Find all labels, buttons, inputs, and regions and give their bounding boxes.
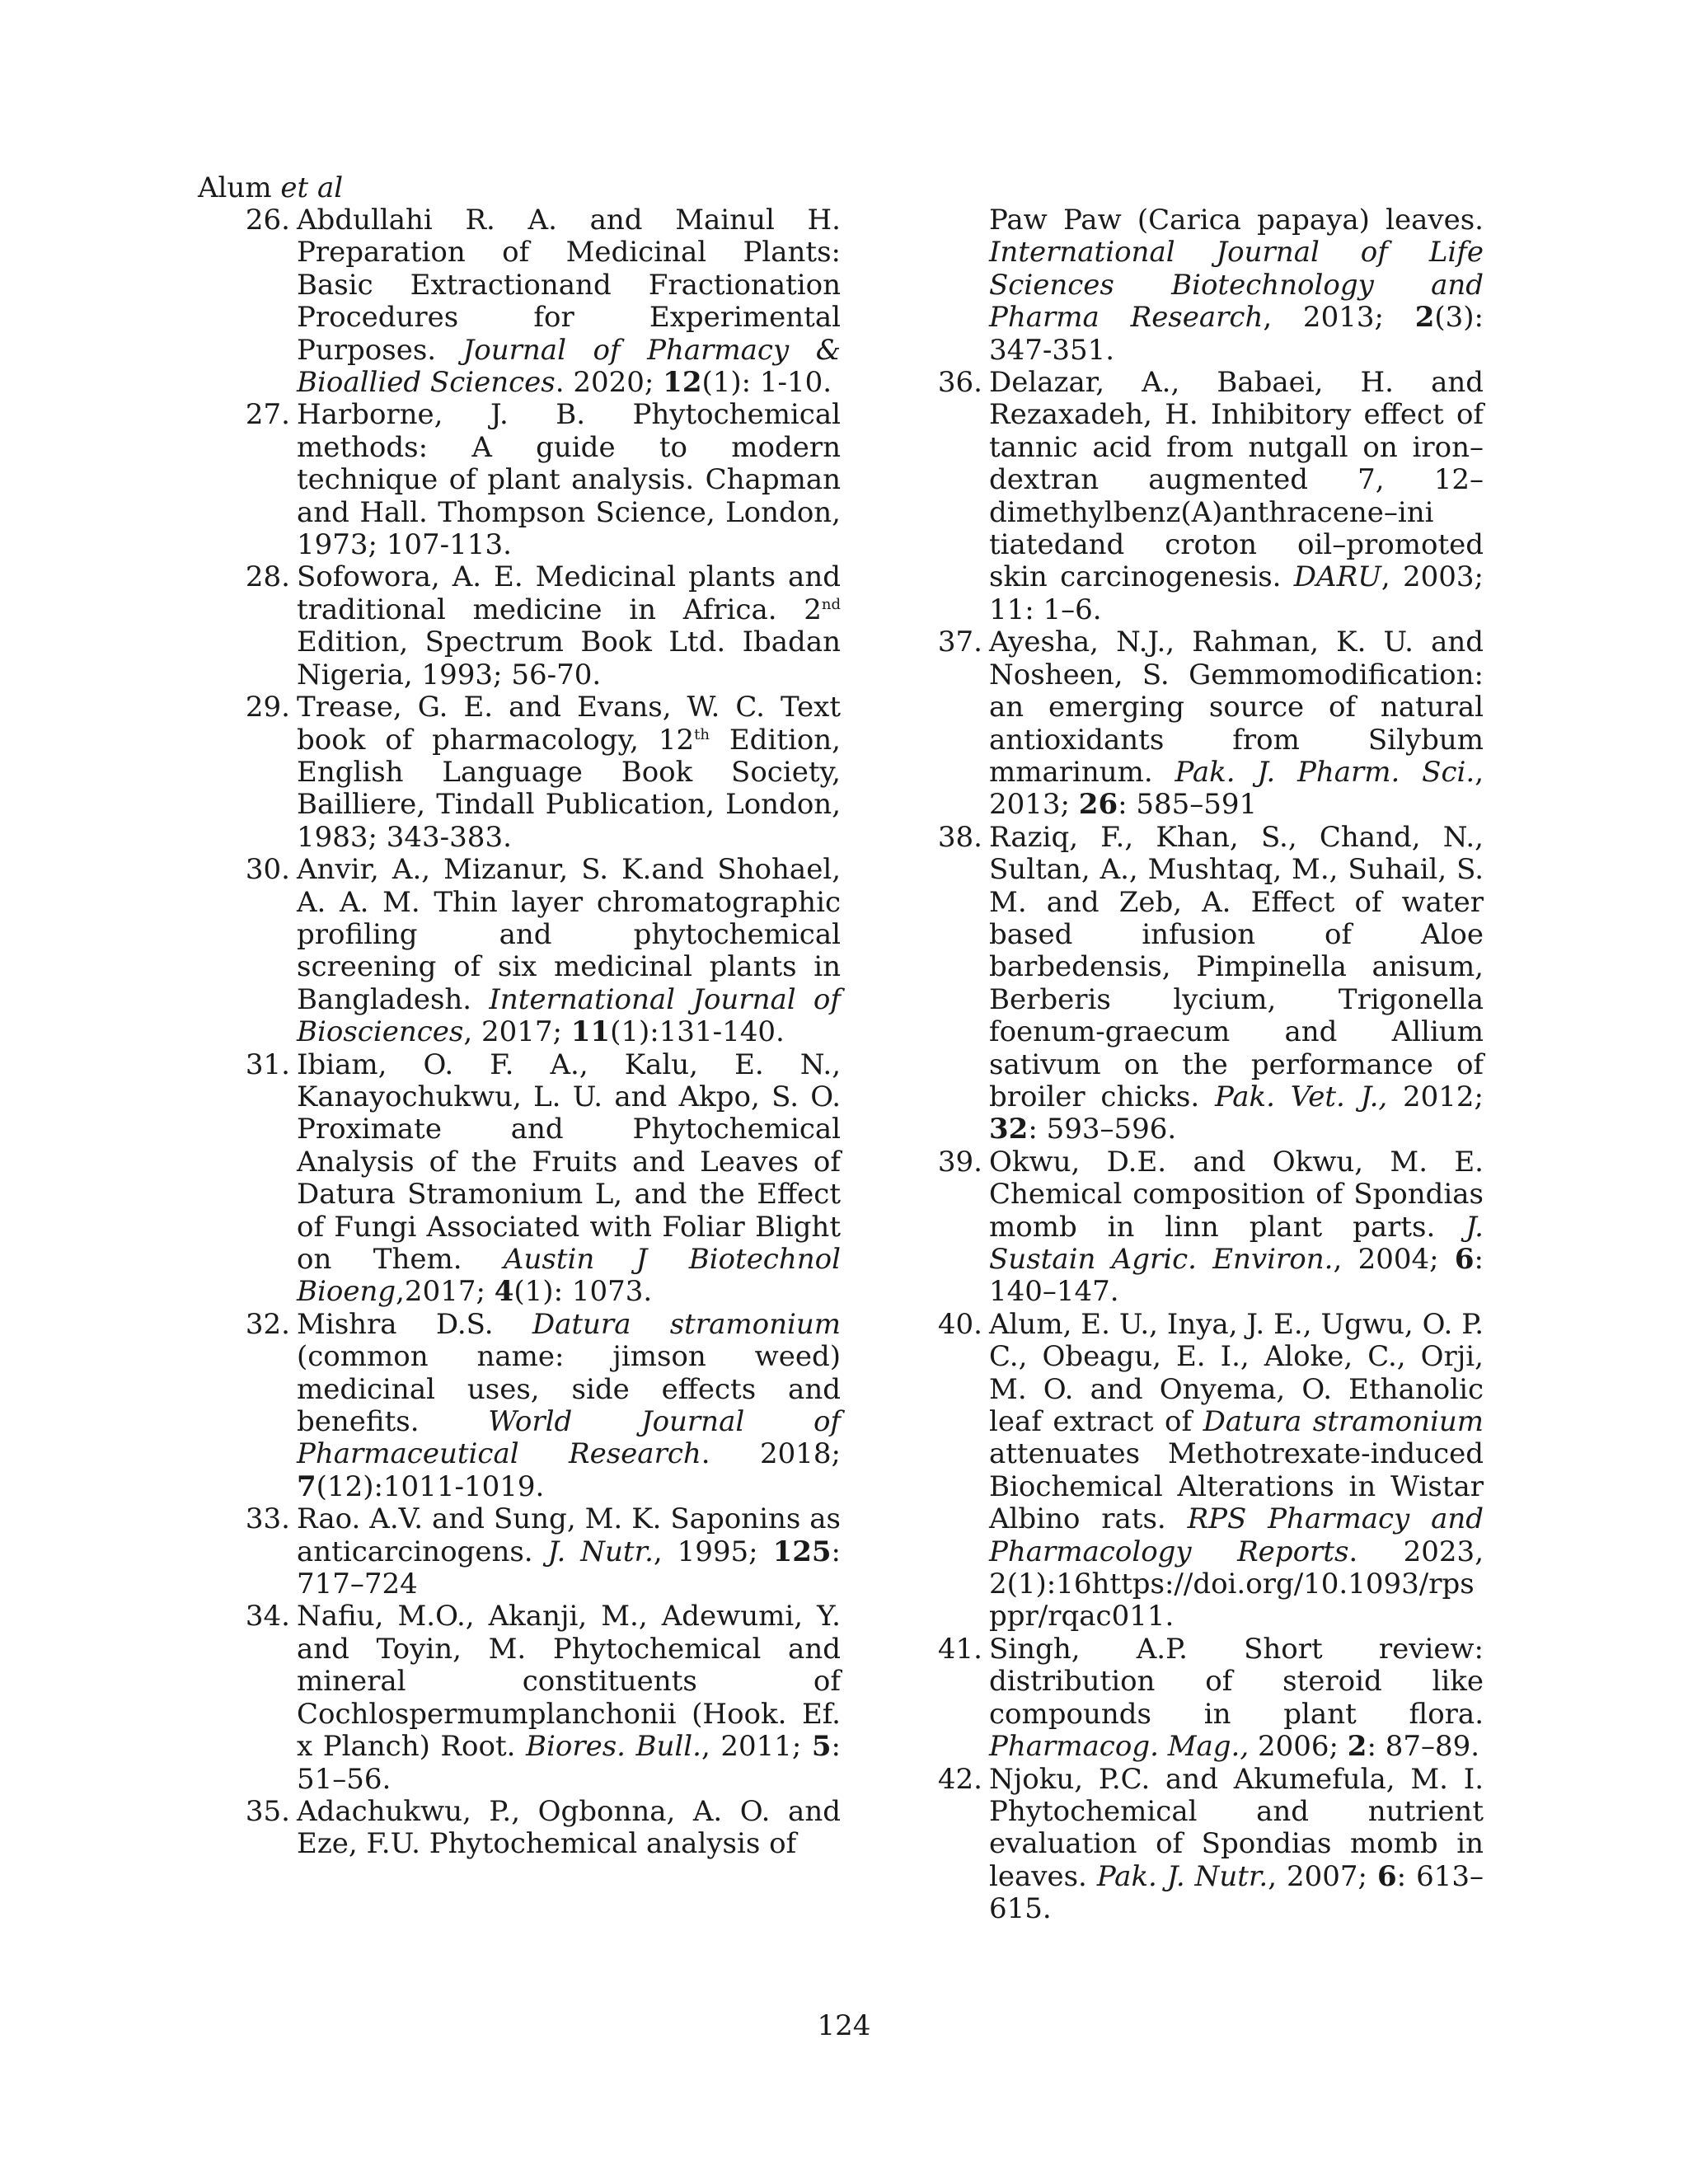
ref-tail-pre: . 2023, 2(1):16https://doi.org/10.1093/rps ppr/rqac011.	[989, 1535, 1484, 1633]
reference-item	[247, 1503, 841, 1601]
ref-journal: International Journal of Life Sciences Biotechnology and Pharma Research	[989, 236, 1484, 335]
reference-item	[937, 1762, 1484, 1926]
ref-tail: (1):131-140.	[610, 1015, 785, 1049]
reference-item	[247, 854, 841, 1048]
reference-item	[937, 626, 1484, 822]
ref-text: Rao. A.V. and Sung, M. K. Saponins as anticarcinogens.	[297, 1502, 841, 1568]
ref-journal: International Journal of Biosciences	[297, 982, 841, 1049]
ref-tail-pre: ,2017;	[396, 1275, 495, 1309]
ref-tail-pre: , 2004;	[1333, 1243, 1455, 1276]
ref-tail: (3): 347-351.	[989, 301, 1484, 367]
ref-text: Okwu, D.E. and Okwu, M. E. Chemical composition of Spondias momb in linn plant parts.	[989, 1145, 1484, 1244]
ref-number: 26.	[245, 204, 290, 237]
ref-journal: Biores. Bull.	[525, 1730, 701, 1764]
ref-text: Mishra D.S.	[297, 1307, 532, 1341]
ref-journal: Pak. J. Nutr.	[1096, 1859, 1268, 1893]
ref-tail: : 613–615.	[989, 1859, 1484, 1926]
ref-journal: J. Sustain Agric. Environ.	[989, 1210, 1484, 1276]
ref-number: 27.	[245, 398, 290, 432]
ref-volume: 2	[1414, 301, 1435, 335]
references-right-column	[937, 204, 1484, 1926]
ref-number: 29.	[245, 691, 290, 724]
ref-volume: 6	[1454, 1243, 1475, 1276]
ref-superscript: th	[694, 725, 710, 743]
ref-journal: RPS Pharmacy and Pharmacology Reports	[989, 1502, 1484, 1568]
ref-number: 40.	[937, 1307, 982, 1341]
ref-species: Datura stramonium	[532, 1307, 841, 1341]
ref-text: Delazar, A., Babaei, H. and Rezaxadeh, H. Inhibitory effect of tannic acid from nutgall on iron–dextran augmented 7, 12–dimethylbenz(A)anthracene–ini tiatedand croton oil–promoted skin carcinogenesis.	[989, 366, 1484, 594]
ref-tail-pre: , 2011;	[701, 1730, 812, 1764]
ref-tail: : 717–724	[297, 1535, 842, 1601]
ref-number: 42.	[937, 1762, 982, 1796]
reference-item	[247, 204, 841, 399]
ref-tail-pre: , 2017;	[463, 1015, 571, 1049]
ref-tail: : 140–147.	[989, 1243, 1484, 1309]
ref-text: Nafiu, M.O., Akanji, M., Adewumi, Y. and Toyin, M. Phytochemical and mineral constituents of Cochlospermumplanchonii (Hook. Ef. x Planch) Root.	[297, 1600, 841, 1764]
ref-text: Abdullahi R. A. and Mainul H. Preparation of Medicinal Plants: Basic Extractionand Fractionation Procedures for Experimental Purposes.	[297, 204, 841, 367]
ref-tail: : 87–89.	[1367, 1730, 1480, 1764]
ref-volume: 7	[297, 1469, 316, 1503]
ref-number: 28.	[245, 560, 290, 594]
ref-number: 41.	[937, 1632, 982, 1666]
ref-number: 38.	[937, 820, 982, 854]
reference-item	[937, 1632, 1484, 1764]
ref-journal: World Journal of Pharmaceutical Research	[297, 1405, 841, 1471]
ref-volume: 5	[811, 1730, 832, 1764]
ref-text: Harborne, J. B. Phytochemical methods: A guide to modern technique of plant analysis. Chapman and Hall. Thompson Science, London, 1973; 107-113.	[297, 398, 841, 562]
ref-number: 39.	[937, 1145, 982, 1179]
running-head	[198, 171, 343, 204]
ref-tail-pre: 2012;	[1387, 1080, 1484, 1113]
ref-tail: : 51–56.	[297, 1730, 841, 1796]
ref-journal: DARU	[1293, 560, 1381, 594]
ref-text: Sofowora, A. E. Medicinal plants and traditional medicine in Africa. 2	[297, 560, 841, 626]
ref-text: Singh, A.P. Short review: distribution of steroid like compounds in plant flora.	[989, 1632, 1484, 1731]
ref-journal: Journal of Pharmacy & Bioallied Sciences	[297, 333, 841, 400]
ref-tail: : 593–596.	[1028, 1113, 1177, 1146]
ref-text-after-sup: Edition, English Language Book Society, Bailliere, Tindall Publication, London, 1983; 343-383.	[297, 723, 841, 854]
ref-journal: Austin J Biotechnol Bioeng	[297, 1243, 841, 1309]
ref-tail-pre: . 2018;	[701, 1437, 841, 1471]
ref-volume: 2	[1347, 1730, 1367, 1764]
ref-volume: 6	[1376, 1859, 1397, 1893]
ref-journal: J. Nutr.	[547, 1535, 654, 1568]
ref-volume: 4	[494, 1275, 514, 1309]
ref-text: Anvir, A., Mizanur, S. K.and Shohael, A. A. M. Thin layer chromatographic profiling and phytochemical screening of six medicinal plants in Bangladesh.	[297, 853, 841, 1016]
ref-tail-pre: , 2013;	[1263, 301, 1415, 335]
ref-tail: : 585–591	[1118, 788, 1258, 822]
ref-text: Adachukwu, P., Ogbonna, A. O. and Eze, F.U. Phytochemical analysis of	[297, 1794, 841, 1861]
reference-item	[247, 1796, 841, 1861]
reference-35-continuation	[940, 204, 1484, 367]
reference-item	[937, 366, 1484, 626]
ref-volume: 12	[663, 366, 702, 400]
ref-text: Alum, E. U., Inya, J. E., Ugwu, O. P. C., Obeagu, E. I., Aloke, C., Orji, M. O. and Onyema, O. Ethanolic leaf extract of	[989, 1307, 1484, 1439]
reference-item	[247, 1309, 841, 1503]
ref-text: Trease, G. E. and Evans, W. C. Text book of pharmacology, 12	[297, 691, 841, 757]
ref-species: Datura stramonium	[1203, 1405, 1484, 1439]
page-number: 124	[817, 2009, 871, 2042]
ref-journal: Pak. J. Pharm. Sci.	[1175, 755, 1475, 789]
ref-tail: (1): 1-10.	[701, 366, 832, 400]
ref-volume: 26	[1078, 788, 1118, 822]
ref-number: 30.	[245, 853, 290, 887]
ref-text-2: attenuates Methotrexate-induced Biochemical Alterations in Wistar Albino rats.	[989, 1437, 1484, 1536]
references-left-column	[247, 204, 841, 1861]
ref-tail-pre: , 1995;	[653, 1535, 773, 1568]
reference-item	[247, 561, 841, 691]
reference-item	[937, 1145, 1484, 1309]
reference-item	[247, 399, 841, 561]
ref-text: Raziq, F., Khan, S., Chand, N., Sultan, A., Mushtaq, M., Suhail, S. M. and Zeb, A. Effect of water based infusion of Aloe barbedensis, Pimpinella anisum, Berberis lycium, Trigonella foenum-graecum and Allium sativum on the performance of broiler chicks.	[989, 820, 1484, 1113]
ref-tail-pre: , 2003; 11: 1–6.	[989, 560, 1484, 626]
ref-number: 31.	[245, 1047, 290, 1081]
running-head-author: Alum	[198, 171, 272, 204]
ref-text: Ibiam, O. F. A., Kalu, E. N., Kanayochukwu, L. U. and Akpo, S. O. Proximate and Phytochemical Analysis of the Fruits and Leaves of Datura Stramonium L, and the Effect of Fungi Associated with Foliar Blight on Them.	[297, 1047, 841, 1276]
ref-text: Paw Paw (Carica papaya) leaves.	[989, 204, 1484, 237]
reference-item	[937, 820, 1484, 1146]
running-head-etal: et al	[280, 171, 344, 204]
ref-tail-pre: . 2020;	[555, 366, 663, 400]
ref-text: Ayesha, N.J., Rahman, K. U. and Nosheen, S. Gemmomodification: an emerging source of natural antioxidants from Silybum mmarinum.	[989, 626, 1484, 789]
ref-tail-pre: , 2007;	[1268, 1859, 1377, 1893]
reference-item	[937, 1307, 1484, 1633]
ref-number: 35.	[245, 1794, 290, 1828]
reference-item	[247, 1601, 841, 1795]
ref-text-2: (common name: jimson weed) medicinal uses, side effects and benefits.	[297, 1340, 841, 1439]
ref-volume: 11	[570, 1015, 611, 1049]
reference-item	[247, 1049, 841, 1309]
ref-text-after-sup: Edition, Spectrum Book Ltd. Ibadan Nigeria, 1993; 56-70.	[297, 626, 841, 691]
ref-volume: 125	[772, 1535, 832, 1568]
ref-tail-pre: , 2013;	[989, 755, 1484, 822]
ref-tail: (12):1011-1019.	[316, 1469, 545, 1503]
ref-number: 37.	[937, 626, 982, 659]
ref-number: 34.	[245, 1600, 290, 1633]
ref-text: Njoku, P.C. and Akumefula, M. I. Phytochemical and nutrient evaluation of Spondias momb in leaves.	[989, 1762, 1484, 1893]
ref-tail: (1): 1073.	[513, 1275, 653, 1309]
reference-item	[247, 691, 841, 854]
ref-superscript: nd	[821, 595, 841, 613]
ref-number: 33.	[245, 1502, 290, 1536]
ref-journal: Pharmacog. Mag.,	[989, 1730, 1250, 1764]
ref-tail-pre: 2006;	[1249, 1730, 1348, 1764]
ref-number: 32.	[245, 1307, 290, 1341]
ref-journal: Pak. Vet. J.,	[1214, 1080, 1388, 1113]
ref-number: 36.	[937, 366, 982, 400]
ref-volume: 32	[989, 1113, 1029, 1146]
